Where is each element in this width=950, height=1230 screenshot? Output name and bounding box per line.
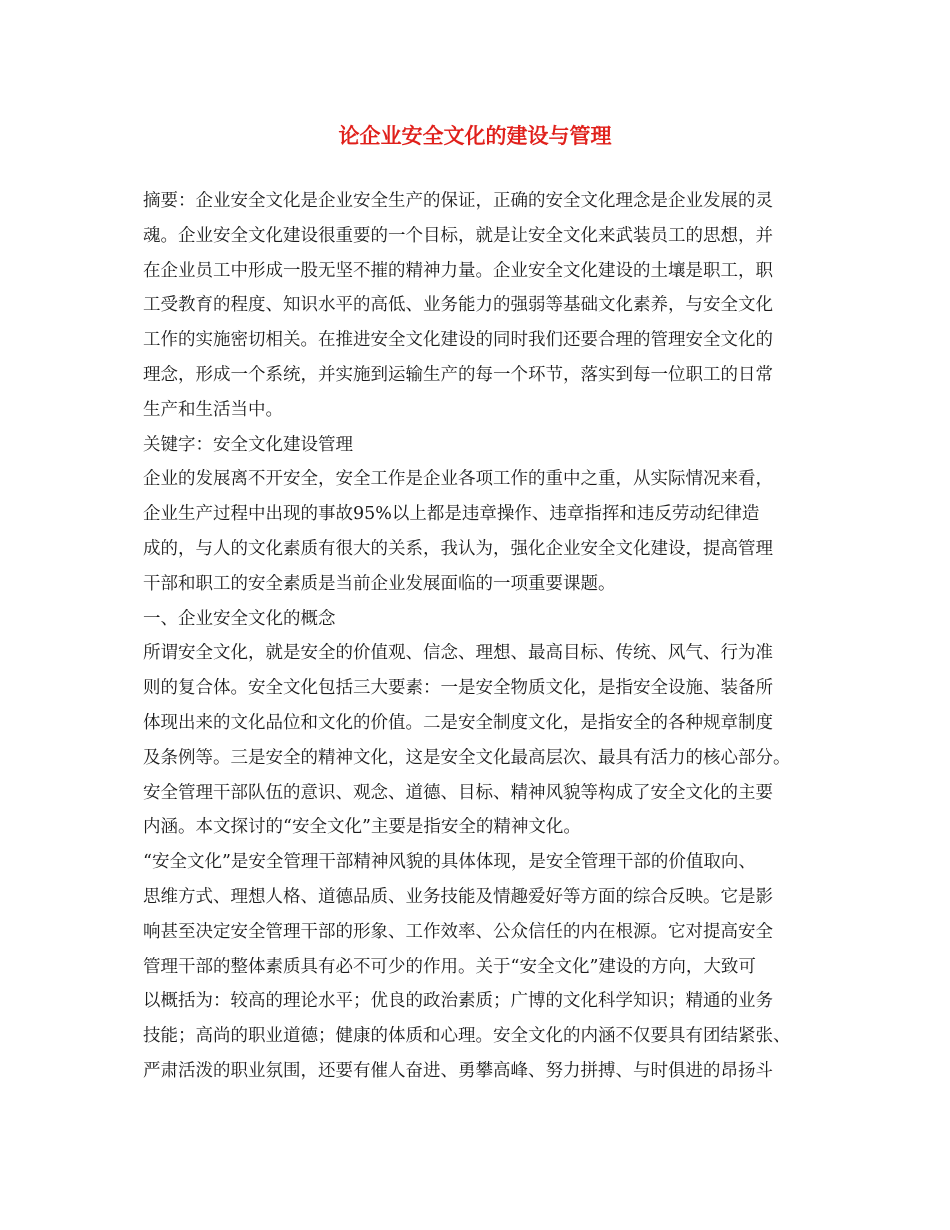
section-heading: 一、企业安全文化的概念	[143, 608, 336, 629]
keywords-line: 关键字：安全文化建设管理	[143, 434, 353, 455]
body-line: 响甚至决定安全管理干部的形象、工作效率、公众信任的内在根源。它对提高安全	[143, 921, 773, 942]
body-line: 则的复合体。安全文化包括三大要素：一是安全物质文化，是指安全设施、装备所	[143, 678, 773, 699]
body-line: 以概括为：较高的理论水平；优良的政治素质；广博的文化科学知识；精通的业务	[143, 991, 773, 1012]
body-line: 工作的实施密切相关。在推进安全文化建设的同时我们还要合理的管理安全文化的	[143, 330, 773, 351]
body-line: 魂。企业安全文化建设很重要的一个目标，就是让安全文化来武装员工的思想，并	[143, 225, 773, 246]
body-line: 所谓安全文化，就是安全的价值观、信念、理想、最高目标、传统、风气、行为准	[143, 643, 773, 664]
body-line: 企业的发展离不开安全，安全工作是企业各项工作的重中之重，从实际情况来看，	[143, 469, 773, 490]
body-line: 摘要：企业安全文化是企业安全生产的保证，正确的安全文化理念是企业发展的灵	[143, 191, 773, 211]
body-line: 内涵。本文探讨的“安全文化”主要是指安全的精神文化。	[143, 817, 581, 838]
body-line: 工受教育的程度、知识水平的高低、业务能力的强弱等基础文化素养，与安全文化	[143, 295, 773, 316]
body-line: 技能；高尚的职业道德；健康的体质和心理。安全文化的内涵不仅要具有团结紧张、	[143, 1026, 791, 1047]
body-line: 思维方式、理想人格、道德品质、业务技能及情趣爱好等方面的综合反映。它是影	[143, 886, 773, 907]
body-line: 安全管理干部队伍的意识、观念、道德、目标、精神风貌等构成了安全文化的主要	[143, 782, 773, 803]
body-line: 生产和生活当中。	[143, 399, 283, 420]
body-line: 在企业员工中形成一股无坚不摧的精神力量。企业安全文化建设的土壤是职工，职	[143, 260, 773, 281]
body-line: 管理干部的整体素质具有必不可少的作用。关于“安全文化”建设的方向，大致可	[143, 956, 756, 977]
body-line: 体现出来的文化品位和文化的价值。二是安全制度文化，是指安全的各种规章制度	[143, 712, 773, 733]
body-line: 及条例等。三是安全的精神文化，这是安全文化最高层次、最具有活力的核心部分。	[143, 747, 791, 768]
body-line: 干部和职工的安全素质是当前企业发展面临的一项重要课题。	[143, 573, 616, 594]
body-line: 严肃活泼的职业氛围，还要有催人奋进、勇攀高峰、努力拼搏、与时俱进的昂扬斗	[143, 1060, 773, 1081]
body-line: 成的，与人的文化素质有很大的关系，我认为，强化企业安全文化建设，提高管理	[143, 538, 773, 559]
document-body	[143, 184, 823, 1089]
document-title: 论企业安全文化的建设与管理	[338, 124, 612, 148]
body-line: “安全文化”是安全管理干部精神风貌的具体体现，是安全管理干部的价值取向、	[143, 852, 756, 873]
body-line: 理念，形成一个系统，并实施到运输生产的每一个环节，落实到每一位职工的日常	[143, 364, 773, 385]
body-line: 企业生产过程中出现的事故95%以上都是违章操作、违章指挥和违反劳动纪律造	[143, 504, 760, 525]
